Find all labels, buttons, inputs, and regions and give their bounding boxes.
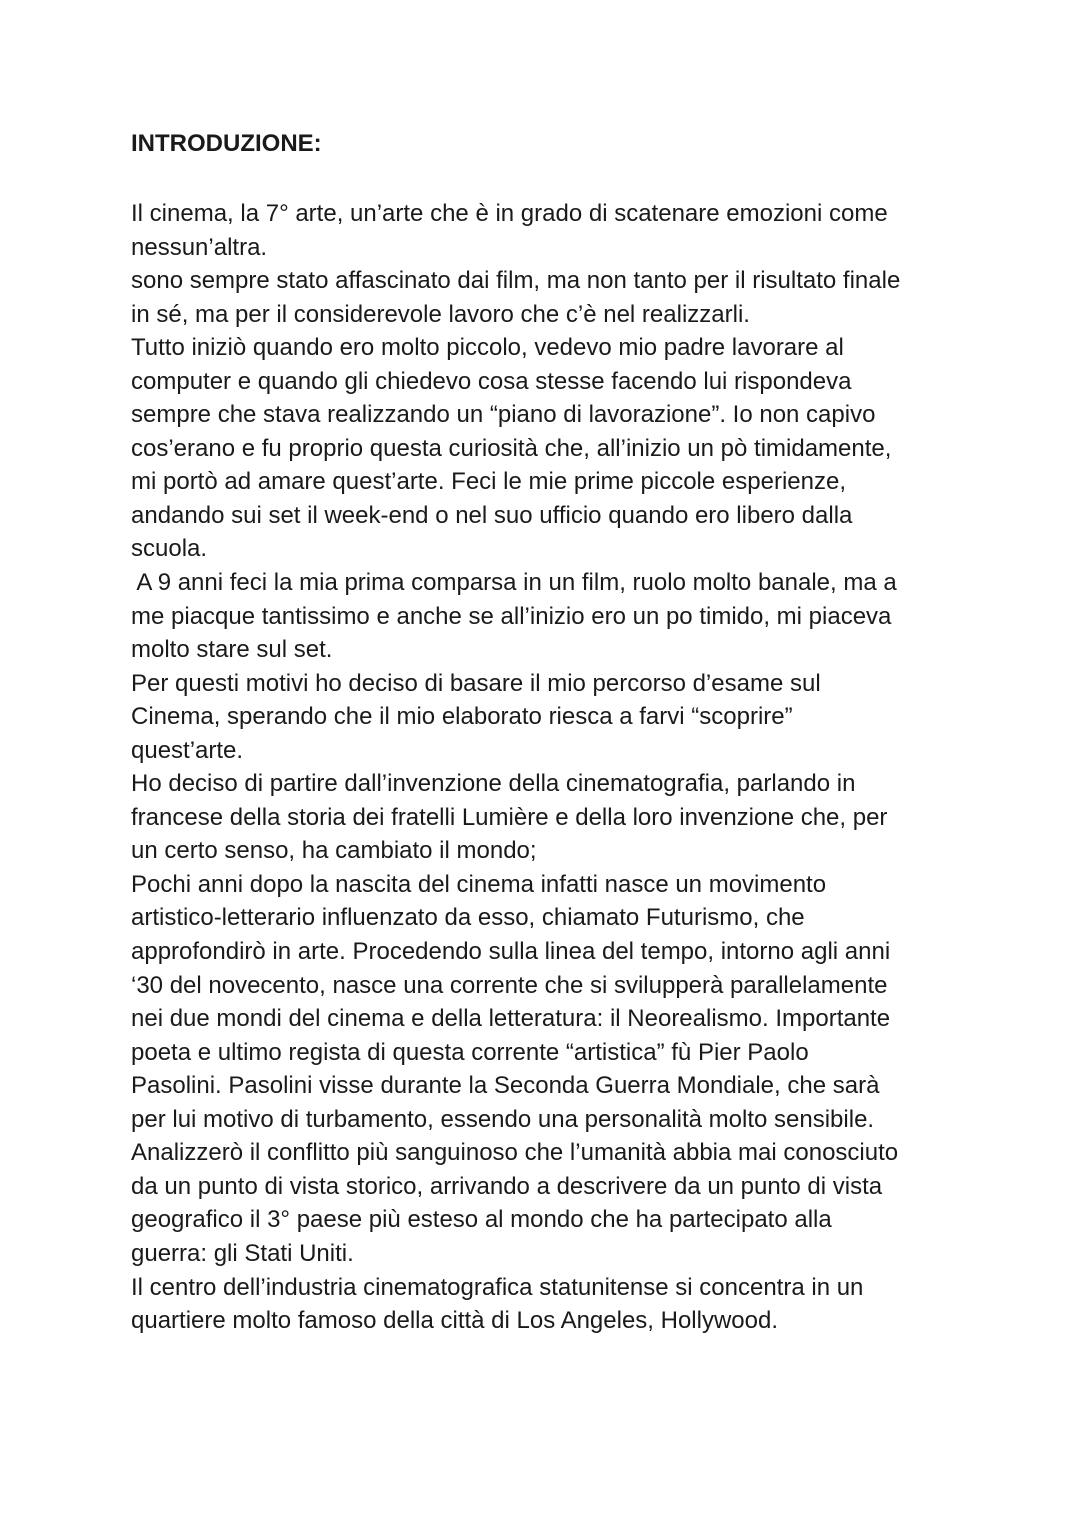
text-line: da un punto di vista storico, arrivando a descrivere da un punto di vista: [131, 1172, 883, 1200]
text-line: sono sempre stato affascinato dai film, ma non tanto per il risultato finale: [131, 267, 901, 295]
text-line: quartiere molto famoso della città di Los Angeles, Hollywood.: [131, 1307, 779, 1335]
text-line: scuola.: [131, 535, 208, 563]
text-line: Tutto iniziò quando ero molto piccolo, vedevo mio padre lavorare al: [131, 334, 844, 362]
text-line: approfondirò in arte. Procedendo sulla linea del tempo, intorno agli anni: [131, 938, 891, 966]
text-line: Il cinema, la 7° arte, un’arte che è in grado di scatenare emozioni come: [131, 200, 888, 227]
text-line: quest’arte.: [131, 736, 244, 764]
text-line: guerra: gli Stati Uniti.: [131, 1239, 354, 1267]
text-line: nei due mondi del cinema e della letteratura: il Neorealismo. Importante: [131, 1005, 891, 1033]
page-title: INTRODUZIONE:: [131, 130, 322, 157]
text-line: geografico il 3° paese più esteso al mondo che ha partecipato alla: [131, 1206, 832, 1234]
text-line: me piacque tantissimo e anche se all’inizio ero un po timido, mi piaceva: [131, 602, 892, 630]
text-line: Per questi motivi ho deciso di basare il mio percorso d’esame sul: [131, 669, 821, 697]
text-line: andando sui set il week-end o nel suo ufficio quando ero libero dalla: [131, 501, 853, 529]
text-line: in sé, ma per il considerevole lavoro che c’è nel realizzarli.: [131, 300, 750, 328]
text-line: nessun’altra.: [131, 233, 268, 261]
text-line: Cinema, sperando che il mio elaborato riesca a farvi “scoprire”: [131, 703, 793, 731]
text-line: A 9 anni feci la mia prima comparsa in un film, ruolo molto banale, ma a: [131, 569, 897, 597]
text-line: molto stare sul set.: [131, 636, 333, 664]
text-line: Il centro dell’industria cinematografica statunitense si concentra in un: [131, 1273, 864, 1301]
text-line: mi portò ad amare quest’arte. Feci le mie prime piccole esperienze,: [131, 468, 846, 496]
body-text: [131, 197, 961, 1338]
text-line: artistico-letterario influenzato da esso, chiamato Futurismo, che: [131, 904, 805, 932]
text-line: francese della storia dei fratelli Lumière e della loro invenzione che, per: [131, 803, 888, 831]
text-line: un certo senso, ha cambiato il mondo;: [131, 837, 537, 865]
text-line: per lui motivo di turbamento, essendo una personalità molto sensibile.: [131, 1105, 875, 1133]
text-line: Pochi anni dopo la nascita del cinema infatti nasce un movimento: [131, 870, 827, 898]
text-line: Ho deciso di partire dall’invenzione della cinematografia, parlando in: [131, 770, 856, 798]
text-line: computer e quando gli chiedevo cosa stesse facendo lui rispondeva: [131, 367, 852, 395]
text-line: sempre che stava realizzando un “piano di lavorazione”. Io non capivo: [131, 401, 876, 429]
text-line: Pasolini. Pasolini visse durante la Seconda Guerra Mondiale, che sarà: [131, 1072, 880, 1100]
text-line: Analizzerò il conflitto più sanguinoso che l’umanità abbia mai conosciuto: [131, 1139, 899, 1167]
text-line: cos’erano e fu proprio questa curiosità che, all’inizio un pò timidamente,: [131, 434, 892, 462]
text-line: ‘30 del novecento, nasce una corrente che si svilupperà parallelamente: [131, 971, 888, 999]
text-line: poeta e ultimo regista di questa corrente “artistica” fù Pier Paolo: [131, 1038, 809, 1066]
